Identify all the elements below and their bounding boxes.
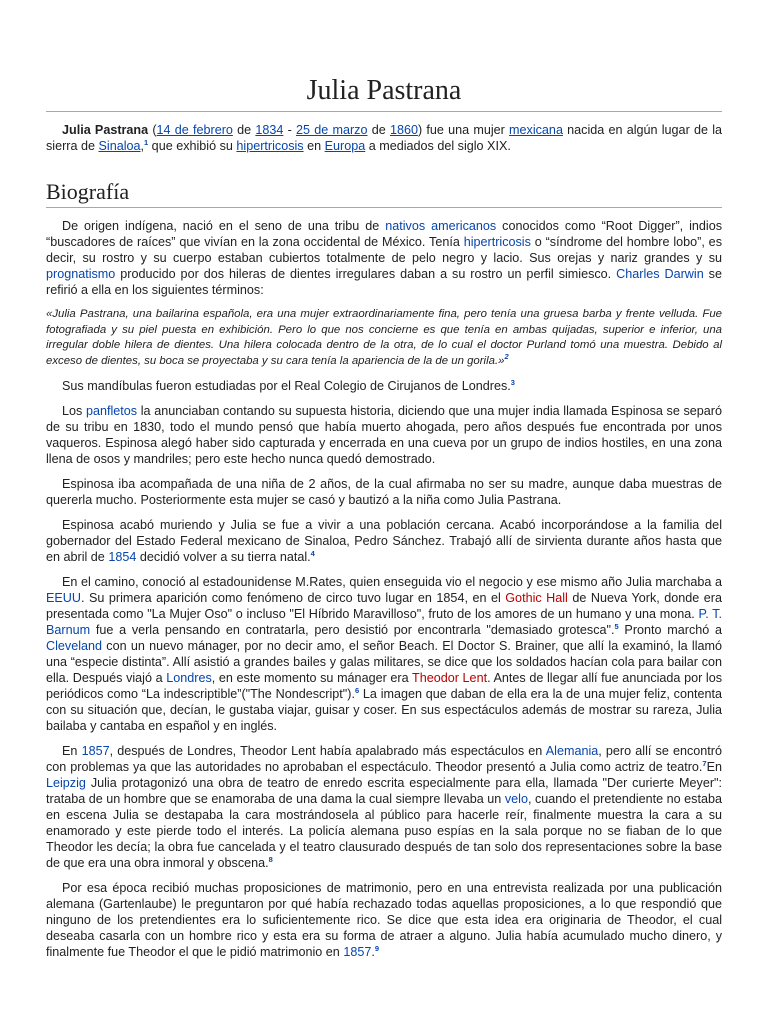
article-link[interactable]: P. T. Barnum xyxy=(46,607,722,637)
title-divider xyxy=(46,111,722,112)
text-run: «Julia Pastrana, una bailarina española, era una mujer extraordinariamente fina, pero tenía una gruesa barba y frente velluda. Fue fotografiada y su piel puesta en exhibición. Pero lo que nos concierne es que tenía en ambas quijadas, superior e inferior, una irregular doble hilera de dientes. Una hilera colocada dentro de la otra, de lo cual el doctor Purland tomó una muestra. Debido al exceso de dientes, su boca se proyectaba y su cara tenía la apariencia de la de un gorila.» xyxy=(46,308,722,367)
page-title: Julia Pastrana xyxy=(306,75,462,106)
text-run: , después de Londres, Theodor Lent había apalabrado más espectáculos en xyxy=(109,744,546,758)
text-run: , xyxy=(140,139,145,153)
text-run: nacida en algún lugar de la sierra de xyxy=(46,123,723,153)
text-run: ( xyxy=(148,123,157,137)
article-link[interactable]: 1857 xyxy=(343,945,372,959)
text-run: - xyxy=(283,123,297,137)
body-paragraph xyxy=(46,378,722,394)
text-run: Espinosa acabó muriendo y Julia se fue a vivir a una población cercana. Acabó incorporándose a la familia del gobernador del Estado Federal mexicano de Sinaloa, Pedro Sánchez. Trabajó allí de sirvienta durante años hasta que en abril de xyxy=(46,518,722,564)
text-run: en xyxy=(303,139,325,153)
article-link[interactable]: Charles Darwin xyxy=(616,267,704,281)
body-paragraph xyxy=(46,218,722,298)
article-link[interactable]: 1857 xyxy=(81,744,110,758)
text-run: Por esa época recibió muchas proposiciones de matrimonio, pero en una entrevista realizada por una publicación alemana (Gartenlaube) le preguntaron por qué había rechazado todas aquellas proposiciones, a lo que respondió que ninguno de los pretendientes era lo suficientemente rico. Se dice que esta idea era originaria de Theodor, el cual deseaba casarla con un hombre rico y esta era su forma de atraer a alguno. Julia había acumulado mucho dinero, y finalmente fue Theodor el que le pidió matrimonio en xyxy=(46,881,722,959)
article-link[interactable]: hipertricosis xyxy=(463,235,531,249)
text-run: En xyxy=(706,760,722,774)
footnote-ref[interactable]: 7 xyxy=(702,758,707,768)
text-run: de xyxy=(232,123,256,137)
footnote-ref[interactable]: 1 xyxy=(144,137,149,147)
article-body xyxy=(46,218,722,960)
body-paragraph xyxy=(46,574,722,734)
article-link[interactable]: EEUU xyxy=(46,591,81,605)
article-link[interactable]: nativos americanos xyxy=(385,219,497,233)
footnote-ref[interactable]: 3 xyxy=(510,377,515,387)
article-link[interactable]: 1834 xyxy=(255,123,284,137)
text-run: de xyxy=(367,123,390,137)
article-link[interactable]: Sinaloa xyxy=(98,139,141,153)
text-run: Julia protagonizó una obra de teatro de enredo escrita especialmente para ella, llamada "Der curierte Meyer": trataba de un hombre que se enamoraba de una dama la cual siempre llevaba un xyxy=(46,776,722,806)
bold-term: Julia Pastrana xyxy=(62,123,149,137)
article-link[interactable]: Cleveland xyxy=(46,639,103,653)
text-run: . Antes de llegar allí fue anunciada por los periódicos como “La indescriptible”("The Nondescript"). xyxy=(46,671,723,701)
redlink[interactable]: Theodor Lent xyxy=(412,671,488,685)
text-run: , pero allí se encontró con problemas ya que las autoridades no aprobaban el espectáculo. Theodor presentó a Julia como actriz de teatro. xyxy=(46,744,722,774)
text-run: ) fue una mujer xyxy=(417,123,510,137)
footnote-ref[interactable]: 2 xyxy=(504,351,509,361)
text-run: decidió volver a su tierra natal. xyxy=(136,550,311,564)
text-run: producido por dos hileras de dientes irregulares daban a su rostro un perfil simiesco. xyxy=(115,267,617,281)
text-run: conocidos como “Root Digger”, indios “buscadores de raíces” que vivían en la zona occidental de México. Tenía xyxy=(46,219,722,249)
footnote-ref[interactable]: 9 xyxy=(374,943,380,953)
text-run: o “síndrome del hombre lobo”, es decir, su rostro y su cuerpo estaban cubiertos totalmente de pelo negro y lacio. Sus orejas y nariz grandes y su xyxy=(46,235,722,265)
body-paragraph xyxy=(46,476,722,508)
redlink[interactable]: Gothic Hall xyxy=(505,591,568,605)
text-run: Pronto marchó a xyxy=(618,623,722,637)
intro-paragraph xyxy=(46,122,722,154)
article-link[interactable]: prognatismo xyxy=(46,267,116,281)
section-heading-biografia: Biografía xyxy=(46,179,130,204)
text-run: . xyxy=(371,945,375,959)
text-run: a mediados del siglo XIX. xyxy=(365,139,511,153)
article-link[interactable]: 25 de marzo xyxy=(296,123,368,137)
text-run: Los xyxy=(62,404,86,418)
article-link[interactable]: hipertricosis xyxy=(236,139,304,153)
article-link[interactable]: Alemania xyxy=(545,744,599,758)
footnote-ref[interactable]: 6 xyxy=(354,685,360,695)
section-divider xyxy=(46,207,722,208)
article-link[interactable]: mexicana xyxy=(509,123,563,137)
text-run: En xyxy=(62,744,82,758)
footnote-ref[interactable]: 5 xyxy=(614,621,619,631)
text-run: Espinosa iba acompañada de una niña de 2 años, de la cual afirmaba no ser su madre, aunque daba muestras de quererla mucho. Posteriormente esta mujer se casó y bautizó a la niña como Julia Pastrana. xyxy=(46,477,722,507)
text-run: se refirió a ella en los siguientes términos: xyxy=(46,267,722,297)
body-paragraph xyxy=(46,743,722,871)
article-link[interactable]: 1860 xyxy=(389,123,418,137)
text-run: De origen indígena, nació en el seno de una tribu de xyxy=(62,219,386,233)
article-link[interactable]: Europa xyxy=(324,139,366,153)
text-run: . Su primera aparición como fenómeno de circo tuvo lugar en 1854, en el xyxy=(81,591,506,605)
body-paragraph xyxy=(46,880,722,960)
footnote-ref[interactable]: 4 xyxy=(310,548,315,558)
body-paragraph xyxy=(46,403,722,467)
text-run: En el camino, conoció al estadounidense M.Rates, quien enseguida vio el negocio y ese mismo año Julia marchaba a xyxy=(62,575,722,589)
text-run: con un nuevo mánager, por no decir amo, el señor Beach. El Doctor S. Brainer, que allí la examinó, la llamó una “especie distinta”. Allí asistió a grandes bailes y galas militares, se dice que los soldados hacían cola para bailar con ella. Después viajó a xyxy=(46,639,722,685)
article-link[interactable]: panfletos xyxy=(85,404,138,418)
darwin-quote xyxy=(46,307,722,369)
text-run: , en este momento su mánager era xyxy=(211,671,413,685)
text-run: de Nueva York, donde era presentada como "La Mujer Oso" o incluso "El Híbrido Maravilloso", fruto de los amores de un humano y una mona. xyxy=(46,591,723,621)
text-run: fue a verla pensando en contratarla, pero desistió por encontrarla "demasiado grotesca". xyxy=(90,623,615,637)
body-paragraph xyxy=(46,517,722,565)
article-link[interactable]: Londres xyxy=(166,671,212,685)
text-run: Sus mandíbulas fueron estudiadas por el Real Colegio de Cirujanos de Londres. xyxy=(62,379,511,393)
article-link[interactable]: 1854 xyxy=(108,550,137,564)
text-run: que exhibió su xyxy=(148,139,237,153)
footnote-ref[interactable]: 8 xyxy=(268,854,273,864)
text-run: la anunciaban contando su supuesta historia, diciendo que una mujer india llamada Espinosa se separó de su tribu en 1830, todo el mundo pensó que había muerto ahogada, pero años después fue encontrada por unos vaqueros. Espinosa alegó haber sido capturada y encerrada en una cueva por un grupo de indios hostiles, en una zona llena de osos y mandriles; pero este hecho nunca quedó demostrado. xyxy=(46,404,722,466)
article-link[interactable]: velo xyxy=(504,792,528,806)
text-run: , cuando el pretendiente no estaba en escena Julia se destapaba la cara mostrándosela al público para hacerle reír, finalmente muestra la cara a su enamorado y este pierde todo el interés. La policía alemana puso espías en la sala porque no se fiaban de lo que Theodor les decía; la obra fue cancelada y el teatro clausurado después de tan solo dos representaciones sobre la base de que era una obra inmoral y obscena. xyxy=(46,792,722,870)
article-link[interactable]: Leipzig xyxy=(46,776,86,790)
text-run: La imagen que daban de ella era la de una mujer feliz, contenta con su situación que, decían, le gustaba viajar, guisar y coser. En sus espectáculos además de mostrar su rareza, Julia bailaba y cantaba en español y en inglés. xyxy=(46,687,723,733)
article-link[interactable]: 14 de febrero xyxy=(156,123,233,137)
